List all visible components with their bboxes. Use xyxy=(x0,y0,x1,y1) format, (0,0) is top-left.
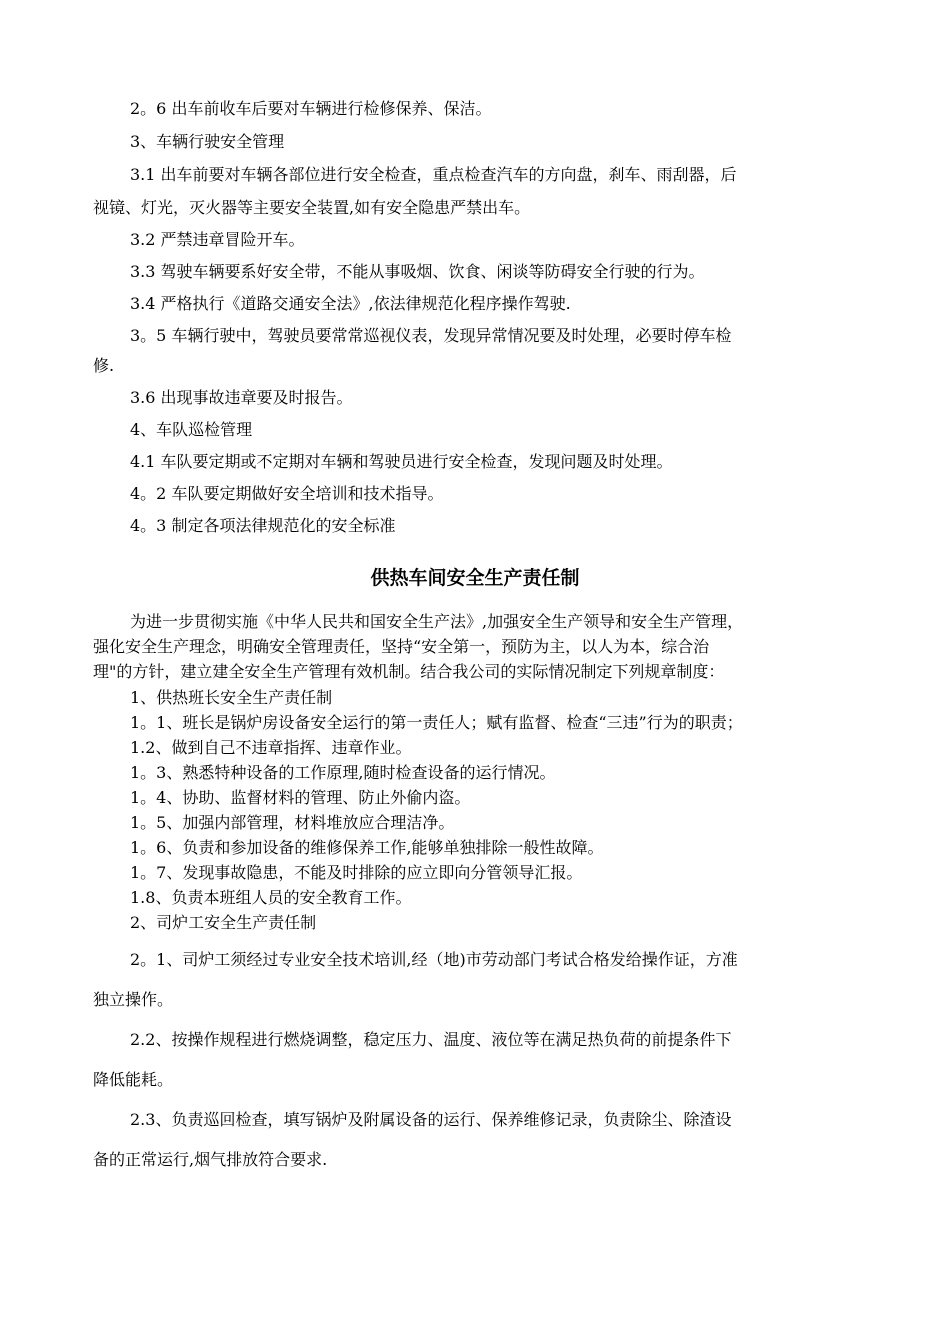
paragraph-line: 2.3、负责巡回检查，填写锅炉及附属设备的运行、保养维修记录，负责除尘、除渣设 xyxy=(130,1110,732,1129)
paragraph-line: 2。1、司炉工须经过专业安全技术培训,经（地)市劳动部门考试合格发给操作证，方准 xyxy=(130,950,738,969)
paragraph-line: 4.1 车队要定期或不定期对车辆和驾驶员进行安全检查，发现问题及时处理。 xyxy=(130,452,673,471)
document-title: 供热车间安全生产责任制 xyxy=(370,567,580,589)
paragraph-line: 1。7、发现事故隐患，不能及时排除的应立即向分管领导汇报。 xyxy=(130,863,583,882)
paragraph-line: 3.2 严禁违章冒险开车。 xyxy=(130,230,305,249)
paragraph-line: 独立操作。 xyxy=(93,990,174,1009)
paragraph-line: 理"的方针，建立建全安全生产管理有效机制。结合我公司的实际情况制定下列规章制度： xyxy=(93,662,725,681)
paragraph-line: 3.3 驾驶车辆要系好安全带，不能从事吸烟、饮食、闲谈等防碍安全行驶的行为。 xyxy=(130,262,705,281)
section-heading-line: 2、司炉工安全生产责任制 xyxy=(130,913,317,932)
paragraph-line: 3.1 出车前要对车辆各部位进行安全检查，重点检查汽车的方向盘，刹车、雨刮器，后 xyxy=(130,165,737,184)
paragraph-line: 3.6 出现事故违章要及时报告。 xyxy=(130,388,353,407)
paragraph-line: 1。3、熟悉特种设备的工作原理,随时检查设备的运行情况。 xyxy=(130,763,556,782)
paragraph-line: 4。3 制定各项法律规范化的安全标准 xyxy=(130,516,396,535)
paragraph-line: 降低能耗。 xyxy=(93,1070,174,1089)
paragraph-line: 2.2、按操作规程进行燃烧调整，稳定压力、温度、液位等在满足热负荷的前提条件下 xyxy=(130,1030,732,1049)
paragraph-line: 4。2 车队要定期做好安全培训和技术指导。 xyxy=(130,484,444,503)
section-heading-line: 1、供热班长安全生产责任制 xyxy=(130,688,333,707)
paragraph-line: 1。6、负责和参加设备的维修保养工作,能够单独排除一般性故障。 xyxy=(130,838,604,857)
section-heading-line: 4、车队巡检管理 xyxy=(130,420,253,439)
paragraph-line: 1.2、做到自己不违章指挥、违章作业。 xyxy=(130,738,412,757)
section-heading-line: 3、车辆行驶安全管理 xyxy=(130,132,285,151)
paragraph-line: 3。5 车辆行驶中，驾驶员要常常巡视仪表，发现异常情况要及时处理，必要时停车检 xyxy=(130,326,732,345)
paragraph-line: 视镜、灯光，灭火器等主要安全装置,如有安全隐患严禁出车。 xyxy=(93,198,531,217)
paragraph-line: 3.4 严格执行《道路交通安全法》,依法律规范化程序操作驾驶. xyxy=(130,294,571,313)
paragraph-line: 备的正常运行,烟气排放符合要求. xyxy=(93,1150,328,1169)
paragraph-line: 2。6 出车前收车后要对车辆进行检修保养、保洁。 xyxy=(130,99,492,118)
paragraph-line: 1。4、协助、监督材料的管理、防止外偷内盗。 xyxy=(130,788,471,807)
paragraph-line: 修. xyxy=(93,356,115,375)
paragraph-line: 1。5、加强内部管理，材料堆放应合理洁净。 xyxy=(130,813,455,832)
paragraph-line: 强化安全生产理念，明确安全管理责任，坚持“安全第一，预防为主，以人为本，综合治 xyxy=(93,637,710,656)
paragraph-line: 为进一步贯彻实施《中华人民共和国安全生产法》,加强安全生产领导和安全生产管理， xyxy=(130,612,744,631)
paragraph-line: 1。1、班长是锅炉房设备安全运行的第一责任人；赋有监督、检查“三违”行为的职责； xyxy=(130,713,743,732)
paragraph-line: 1.8、负责本班组人员的安全教育工作。 xyxy=(130,888,412,907)
